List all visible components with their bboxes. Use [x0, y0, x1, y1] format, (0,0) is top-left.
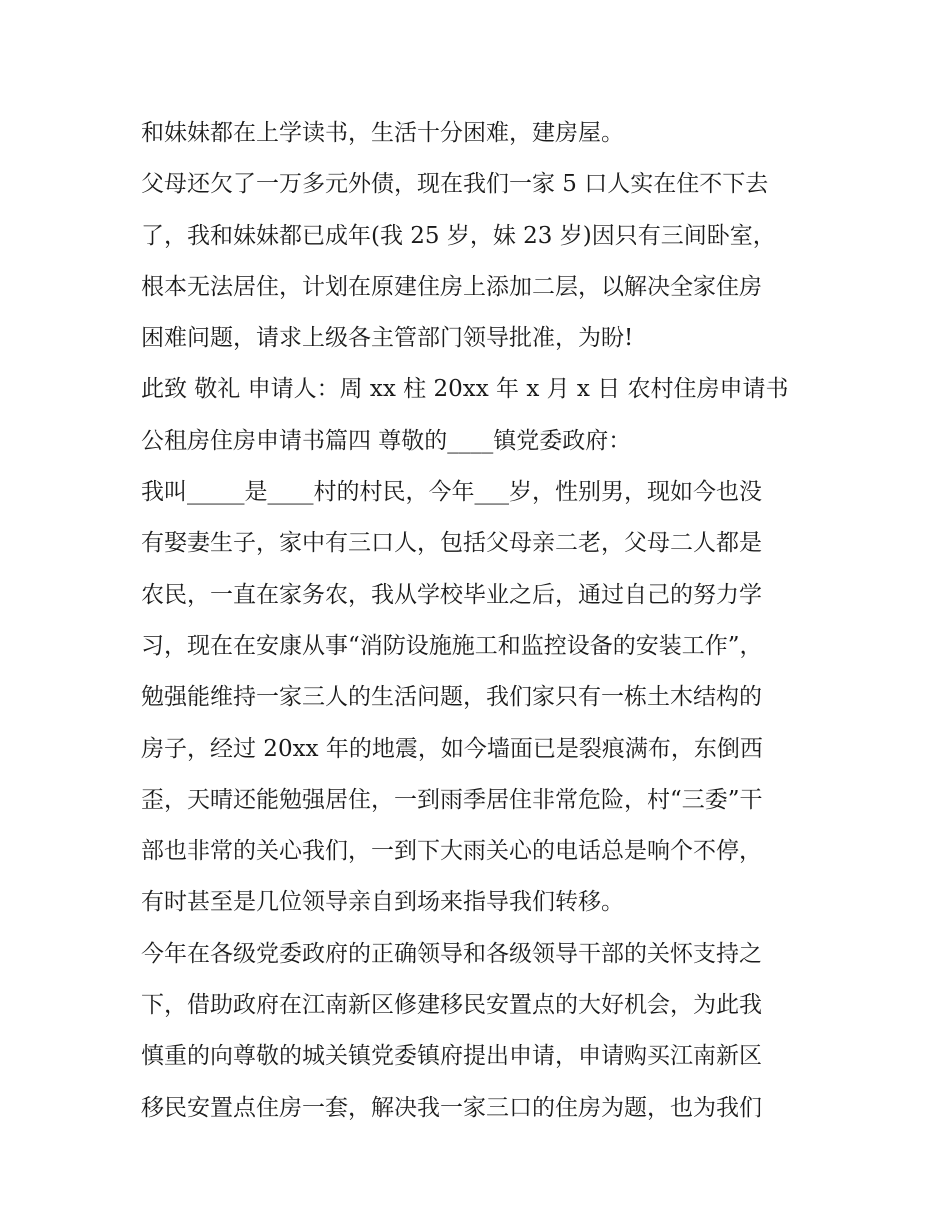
- text-line: 此致 敬礼 申请人：周 xx 柱 20xx 年 x 月 x 日 农村住房申请书: [141, 376, 789, 403]
- text-line: 下，借助政府在江南新区修建移民安置点的大好机会，为此我: [141, 992, 762, 1019]
- text-line: 父母还欠了一万多元外债，现在我们一家 5 口人实在住不下去: [141, 171, 769, 198]
- text-line: 有时甚至是几位领导亲自到场来指导我们转移。: [141, 889, 624, 916]
- text-line: 和妹妹都在上学读书，生活十分困难，建房屋。: [141, 120, 624, 146]
- text-line: 困难问题，请求上级各主管部门领导批准，为盼!: [141, 325, 634, 352]
- text-line: 今年在各级党委政府的正确领导和各级领导干部的关怀支持之: [141, 940, 762, 967]
- text-line: 根本无法居住，计划在原建住房上添加二层，以解决全家住房: [141, 273, 762, 300]
- text-line: 慎重的向尊敬的城关镇党委镇府提出申请，申请购买江南新区: [141, 1043, 762, 1070]
- text-line: 歪，天晴还能勉强居住，一到雨季居住非常危险，村“三委”干: [141, 786, 763, 813]
- text-line: 公租房住房申请书篇四 尊敬的____镇党委政府：: [141, 427, 632, 454]
- text-line: 房子，经过 20xx 年的地震，如今墙面已是裂痕满布，东倒西: [141, 735, 763, 762]
- text-line: 习，现在在安康从事“消防设施施工和监控设备的安装工作”，: [141, 632, 763, 659]
- text-line: 移民安置点住房一套，解决我一家三口的住房为题，也为我们: [141, 1094, 762, 1121]
- text-line: 部也非常的关心我们，一到下大雨关心的电话总是响个不停，: [141, 838, 762, 865]
- text-line: 了，我和妹妹都已成年(我 25 岁，妹 23 岁)因只有三间卧室，: [141, 222, 776, 249]
- body-text: [141, 108, 821, 1134]
- text-line: 勉强能维持一家三人的生活问题，我们家只有一栋土木结构的: [141, 684, 762, 711]
- text-line: 有娶妻生子，家中有三口人，包括父母亲二老，父母二人都是: [141, 530, 762, 557]
- text-line: 农民，一直在家务农，我从学校毕业之后，通过自己的努力学: [141, 581, 762, 608]
- text-line: 我叫_____是____村的村民，今年___岁，性别男，现如今也没: [141, 479, 762, 506]
